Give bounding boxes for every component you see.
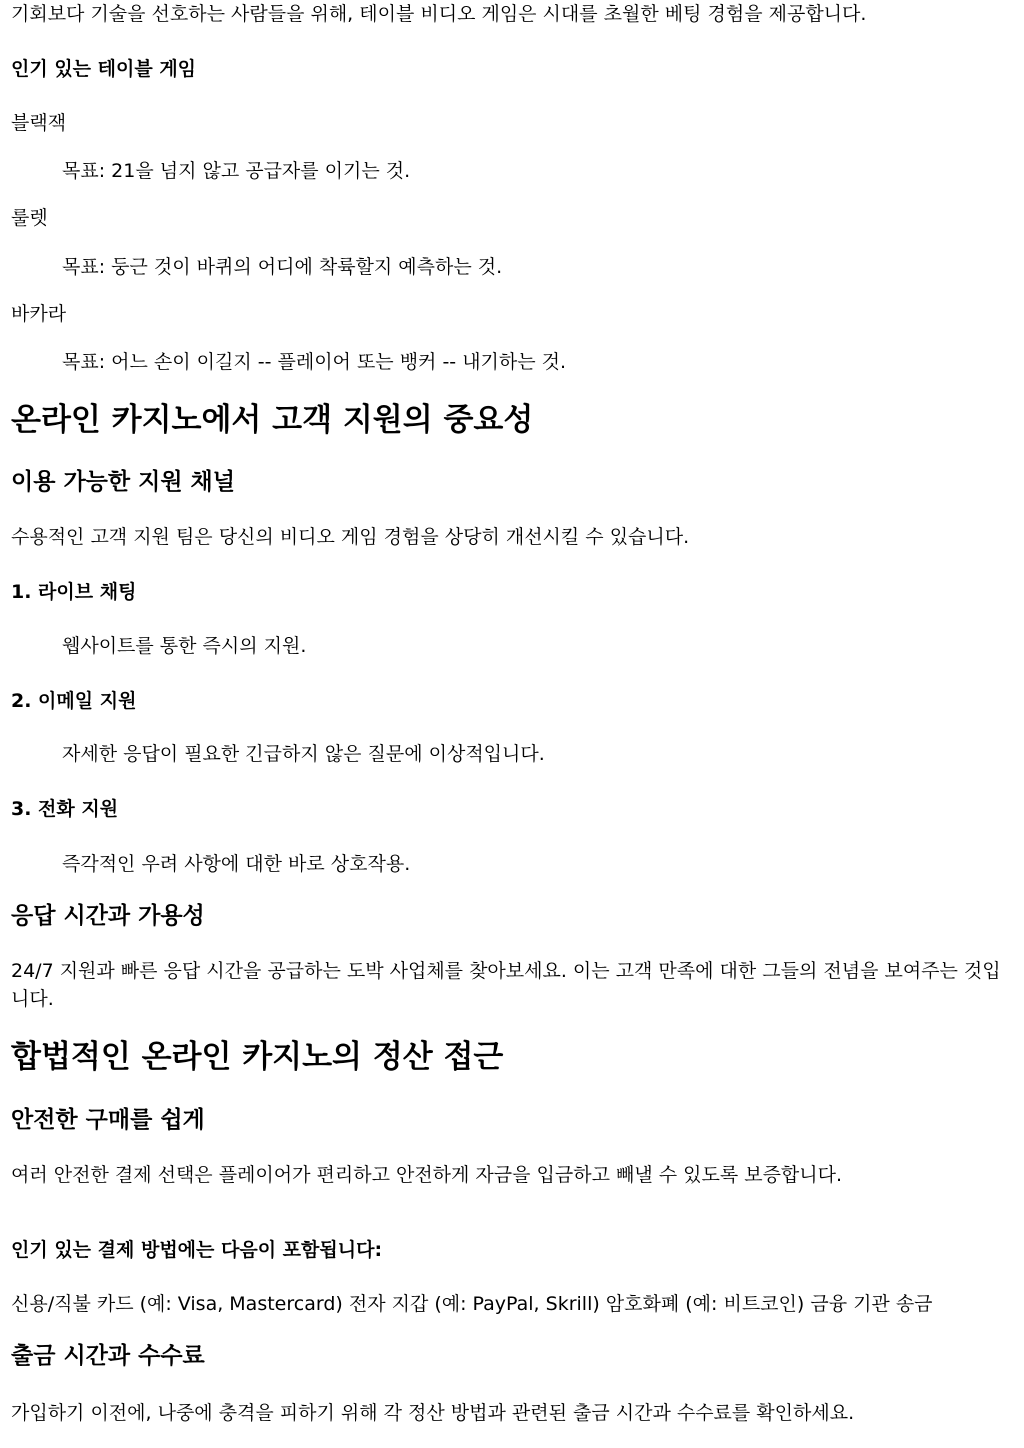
- game-name-roulette: 룰렛: [11, 207, 48, 229]
- support-channels-heading: 이용 가능한 지원 채널: [11, 469, 235, 495]
- game-name-baccarat: 바카라: [11, 303, 67, 325]
- channel-title-phone: 3. 전화 지원: [11, 798, 119, 820]
- payments-section-title: 합법적인 온라인 카지노의 정산 접근: [11, 1039, 504, 1075]
- game-goal-blackjack: 목표: 21을 넘지 않고 공급자를 이기는 것.: [62, 160, 411, 182]
- response-paragraph: 24/7 지원과 빠른 응답 시간을 공급하는 도박 사업체를 찾아보세요. 이는 고객 만족에 대한 그들의 전념을 보여주는 것입니다.: [11, 960, 1001, 1010]
- withdrawal-paragraph: 가입하기 이전에, 나중에 충격을 피하기 위해 각 정산 방법과 관련된 출금 시간과 수수료를 확인하세요.: [11, 1402, 855, 1424]
- channel-desc-phone: 즉각적인 우려 사항에 대한 바로 상호작용.: [62, 853, 411, 875]
- channel-title-live-chat: 1. 라이브 채팅: [11, 581, 137, 603]
- response-heading: 응답 시간과 가용성: [11, 903, 205, 929]
- channel-desc-email: 자세한 응답이 필요한 긴급하지 않은 질문에 이상적입니다.: [62, 743, 545, 765]
- channel-desc-live-chat: 웹사이트를 통한 즉시의 지원.: [62, 635, 307, 657]
- payment-methods-heading: 인기 있는 결제 방법에는 다음이 포함됩니다:: [11, 1239, 383, 1261]
- game-goal-baccarat: 목표: 어느 손이 이길지 -- 플레이어 또는 뱅커 -- 내기하는 것.: [62, 351, 567, 373]
- table-games-heading: 인기 있는 테이블 게임: [11, 58, 197, 80]
- support-section-title: 온라인 카지노에서 고객 지원의 중요성: [11, 402, 534, 438]
- withdrawal-heading: 출금 시간과 수수료: [11, 1343, 205, 1369]
- secure-purchase-heading: 안전한 구매를 쉽게: [11, 1107, 205, 1133]
- support-channels-intro: 수용적인 고객 지원 팀은 당신의 비디오 게임 경험을 상당히 개선시킬 수 있습니다.: [11, 526, 690, 548]
- secure-purchase-paragraph: 여러 안전한 결제 선택은 플레이어가 편리하고 안전하게 자금을 입금하고 빼낼 수 있도록 보증합니다.: [11, 1164, 843, 1186]
- channel-title-email: 2. 이메일 지원: [11, 690, 137, 712]
- game-goal-roulette: 목표: 둥근 것이 바퀴의 어디에 착륙할지 예측하는 것.: [62, 256, 503, 278]
- intro-paragraph: 기회보다 기술을 선호하는 사람들을 위해, 테이블 비디오 게임은 시대를 초월한 베팅 경험을 제공합니다.: [11, 3, 867, 25]
- game-name-blackjack: 블랙잭: [11, 112, 67, 134]
- payment-methods-list: 신용/직불 카드 (예: Visa, Mastercard) 전자 지갑 (예: PayPal, Skrill) 암호화폐 (예: 비트코인) 금융 기관 송금: [11, 1293, 933, 1315]
